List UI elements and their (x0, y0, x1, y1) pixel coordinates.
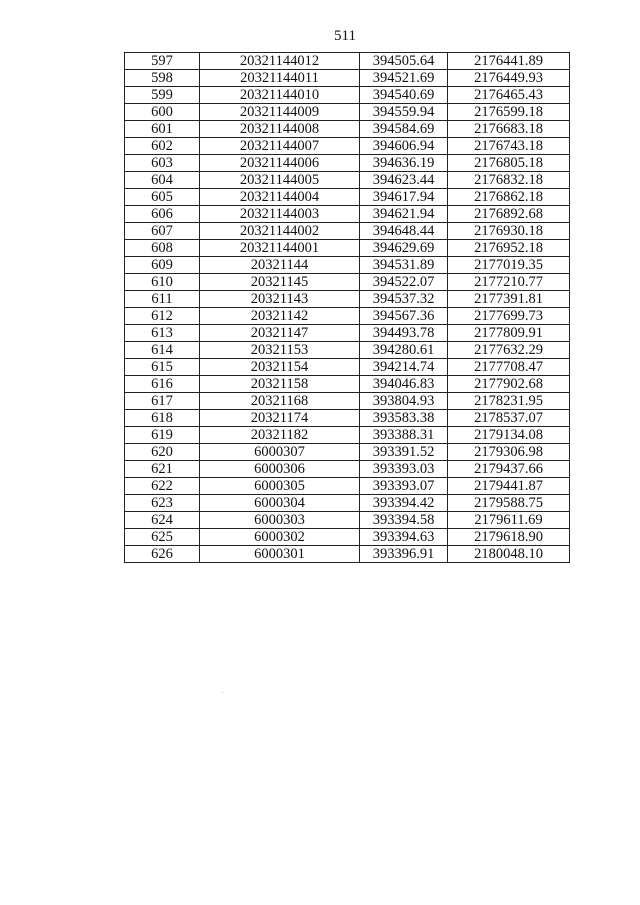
row-number-cell: 625 (125, 529, 200, 546)
row-number-cell: 606 (125, 206, 200, 223)
table-row (125, 274, 570, 291)
y-coordinate-cell: 2177632.29 (448, 342, 570, 359)
row-number-cell: 605 (125, 189, 200, 206)
table-row (125, 410, 570, 427)
point-id-cell: 20321144008 (200, 121, 360, 138)
x-coordinate-cell: 393393.03 (360, 461, 448, 478)
row-number-cell: 624 (125, 512, 200, 529)
row-number-cell: 616 (125, 376, 200, 393)
point-id-cell: 20321144001 (200, 240, 360, 257)
point-id-cell: 6000304 (200, 495, 360, 512)
table-row (125, 546, 570, 563)
row-number-cell: 617 (125, 393, 200, 410)
y-coordinate-cell: 2179441.87 (448, 478, 570, 495)
table-row (125, 53, 570, 70)
x-coordinate-cell: 394540.69 (360, 87, 448, 104)
point-id-cell: 20321147 (200, 325, 360, 342)
row-number-cell: 610 (125, 274, 200, 291)
table-row (125, 87, 570, 104)
x-coordinate-cell: 394629.69 (360, 240, 448, 257)
y-coordinate-cell: 2176952.18 (448, 240, 570, 257)
x-coordinate-cell: 393394.63 (360, 529, 448, 546)
x-coordinate-cell: 394567.36 (360, 308, 448, 325)
table-row (125, 529, 570, 546)
row-number-cell: 597 (125, 53, 200, 70)
x-coordinate-cell: 394046.83 (360, 376, 448, 393)
point-id-cell: 6000306 (200, 461, 360, 478)
point-id-cell: 20321145 (200, 274, 360, 291)
x-coordinate-cell: 394606.94 (360, 138, 448, 155)
y-coordinate-cell: 2179618.90 (448, 529, 570, 546)
x-coordinate-cell: 393804.93 (360, 393, 448, 410)
y-coordinate-cell: 2178537.07 (448, 410, 570, 427)
x-coordinate-cell: 394521.69 (360, 70, 448, 87)
x-coordinate-cell: 394522.07 (360, 274, 448, 291)
row-number-cell: 602 (125, 138, 200, 155)
table-row (125, 478, 570, 495)
x-coordinate-cell: 393396.91 (360, 546, 448, 563)
row-number-cell: 622 (125, 478, 200, 495)
table-row (125, 189, 570, 206)
x-coordinate-cell: 393393.07 (360, 478, 448, 495)
y-coordinate-cell: 2176449.93 (448, 70, 570, 87)
point-id-cell: 6000303 (200, 512, 360, 529)
y-coordinate-cell: 2176599.18 (448, 104, 570, 121)
point-id-cell: 6000301 (200, 546, 360, 563)
x-coordinate-cell: 393394.42 (360, 495, 448, 512)
point-id-cell: 20321144 (200, 257, 360, 274)
x-coordinate-cell: 393391.52 (360, 444, 448, 461)
point-id-cell: 6000305 (200, 478, 360, 495)
table-row (125, 342, 570, 359)
x-coordinate-cell: 393583.38 (360, 410, 448, 427)
table-row (125, 257, 570, 274)
y-coordinate-cell: 2177902.68 (448, 376, 570, 393)
x-coordinate-cell: 394280.61 (360, 342, 448, 359)
row-number-cell: 604 (125, 172, 200, 189)
table-row (125, 70, 570, 87)
y-coordinate-cell: 2177699.73 (448, 308, 570, 325)
point-id-cell: 20321154 (200, 359, 360, 376)
table-row (125, 495, 570, 512)
row-number-cell: 603 (125, 155, 200, 172)
row-number-cell: 599 (125, 87, 200, 104)
point-id-cell: 20321144004 (200, 189, 360, 206)
page-number: 511 (334, 28, 356, 44)
y-coordinate-cell: 2176465.43 (448, 87, 570, 104)
point-id-cell: 20321144011 (200, 70, 360, 87)
x-coordinate-cell: 394623.44 (360, 172, 448, 189)
table-row (125, 376, 570, 393)
row-number-cell: 623 (125, 495, 200, 512)
y-coordinate-cell: 2176892.68 (448, 206, 570, 223)
row-number-cell: 609 (125, 257, 200, 274)
y-coordinate-cell: 2179611.69 (448, 512, 570, 529)
point-id-cell: 20321144007 (200, 138, 360, 155)
y-coordinate-cell: 2176930.18 (448, 223, 570, 240)
table-row (125, 325, 570, 342)
y-coordinate-cell: 2179437.66 (448, 461, 570, 478)
y-coordinate-cell: 2177210.77 (448, 274, 570, 291)
row-number-cell: 607 (125, 223, 200, 240)
x-coordinate-cell: 394636.19 (360, 155, 448, 172)
point-id-cell: 20321144002 (200, 223, 360, 240)
table-row (125, 172, 570, 189)
y-coordinate-cell: 2179306.98 (448, 444, 570, 461)
y-coordinate-cell: 2177708.47 (448, 359, 570, 376)
y-coordinate-cell: 2179588.75 (448, 495, 570, 512)
point-id-cell: 20321143 (200, 291, 360, 308)
table-row (125, 291, 570, 308)
x-coordinate-cell: 394584.69 (360, 121, 448, 138)
y-coordinate-cell: 2177019.35 (448, 257, 570, 274)
row-number-cell: 614 (125, 342, 200, 359)
table-row (125, 308, 570, 325)
point-id-cell: 20321174 (200, 410, 360, 427)
y-coordinate-cell: 2176441.89 (448, 53, 570, 70)
x-coordinate-cell: 394621.94 (360, 206, 448, 223)
row-number-cell: 621 (125, 461, 200, 478)
x-coordinate-cell: 394648.44 (360, 223, 448, 240)
row-number-cell: 600 (125, 104, 200, 121)
table-row (125, 427, 570, 444)
y-coordinate-cell: 2177391.81 (448, 291, 570, 308)
row-number-cell: 626 (125, 546, 200, 563)
x-coordinate-cell: 394559.94 (360, 104, 448, 121)
coordinates-table (124, 52, 570, 563)
row-number-cell: 613 (125, 325, 200, 342)
point-id-cell: 20321144010 (200, 87, 360, 104)
row-number-cell: 620 (125, 444, 200, 461)
y-coordinate-cell: 2177809.91 (448, 325, 570, 342)
y-coordinate-cell: 2176862.18 (448, 189, 570, 206)
row-number-cell: 611 (125, 291, 200, 308)
table-row (125, 223, 570, 240)
point-id-cell: 20321144012 (200, 53, 360, 70)
point-id-cell: 20321182 (200, 427, 360, 444)
table-row (125, 461, 570, 478)
x-coordinate-cell: 394505.64 (360, 53, 448, 70)
y-coordinate-cell: 2180048.10 (448, 546, 570, 563)
row-number-cell: 612 (125, 308, 200, 325)
point-id-cell: 20321144005 (200, 172, 360, 189)
y-coordinate-cell: 2176805.18 (448, 155, 570, 172)
table-body (125, 53, 570, 563)
point-id-cell: 20321153 (200, 342, 360, 359)
row-number-cell: 615 (125, 359, 200, 376)
point-id-cell: 20321144006 (200, 155, 360, 172)
table-row (125, 155, 570, 172)
table-row (125, 444, 570, 461)
x-coordinate-cell: 394617.94 (360, 189, 448, 206)
table-row (125, 104, 570, 121)
table-row (125, 240, 570, 257)
table-row (125, 359, 570, 376)
scan-speck (222, 692, 223, 693)
row-number-cell: 608 (125, 240, 200, 257)
row-number-cell: 598 (125, 70, 200, 87)
point-id-cell: 6000307 (200, 444, 360, 461)
table-row (125, 138, 570, 155)
point-id-cell: 6000302 (200, 529, 360, 546)
point-id-cell: 20321144003 (200, 206, 360, 223)
x-coordinate-cell: 394531.89 (360, 257, 448, 274)
y-coordinate-cell: 2178231.95 (448, 393, 570, 410)
point-id-cell: 20321142 (200, 308, 360, 325)
x-coordinate-cell: 394214.74 (360, 359, 448, 376)
table-row (125, 121, 570, 138)
x-coordinate-cell: 393388.31 (360, 427, 448, 444)
point-id-cell: 20321144009 (200, 104, 360, 121)
row-number-cell: 618 (125, 410, 200, 427)
row-number-cell: 601 (125, 121, 200, 138)
x-coordinate-cell: 394493.78 (360, 325, 448, 342)
table-row (125, 393, 570, 410)
y-coordinate-cell: 2176683.18 (448, 121, 570, 138)
x-coordinate-cell: 393394.58 (360, 512, 448, 529)
x-coordinate-cell: 394537.32 (360, 291, 448, 308)
table-row (125, 206, 570, 223)
point-id-cell: 20321158 (200, 376, 360, 393)
y-coordinate-cell: 2176743.18 (448, 138, 570, 155)
y-coordinate-cell: 2176832.18 (448, 172, 570, 189)
row-number-cell: 619 (125, 427, 200, 444)
y-coordinate-cell: 2179134.08 (448, 427, 570, 444)
table-row (125, 512, 570, 529)
point-id-cell: 20321168 (200, 393, 360, 410)
